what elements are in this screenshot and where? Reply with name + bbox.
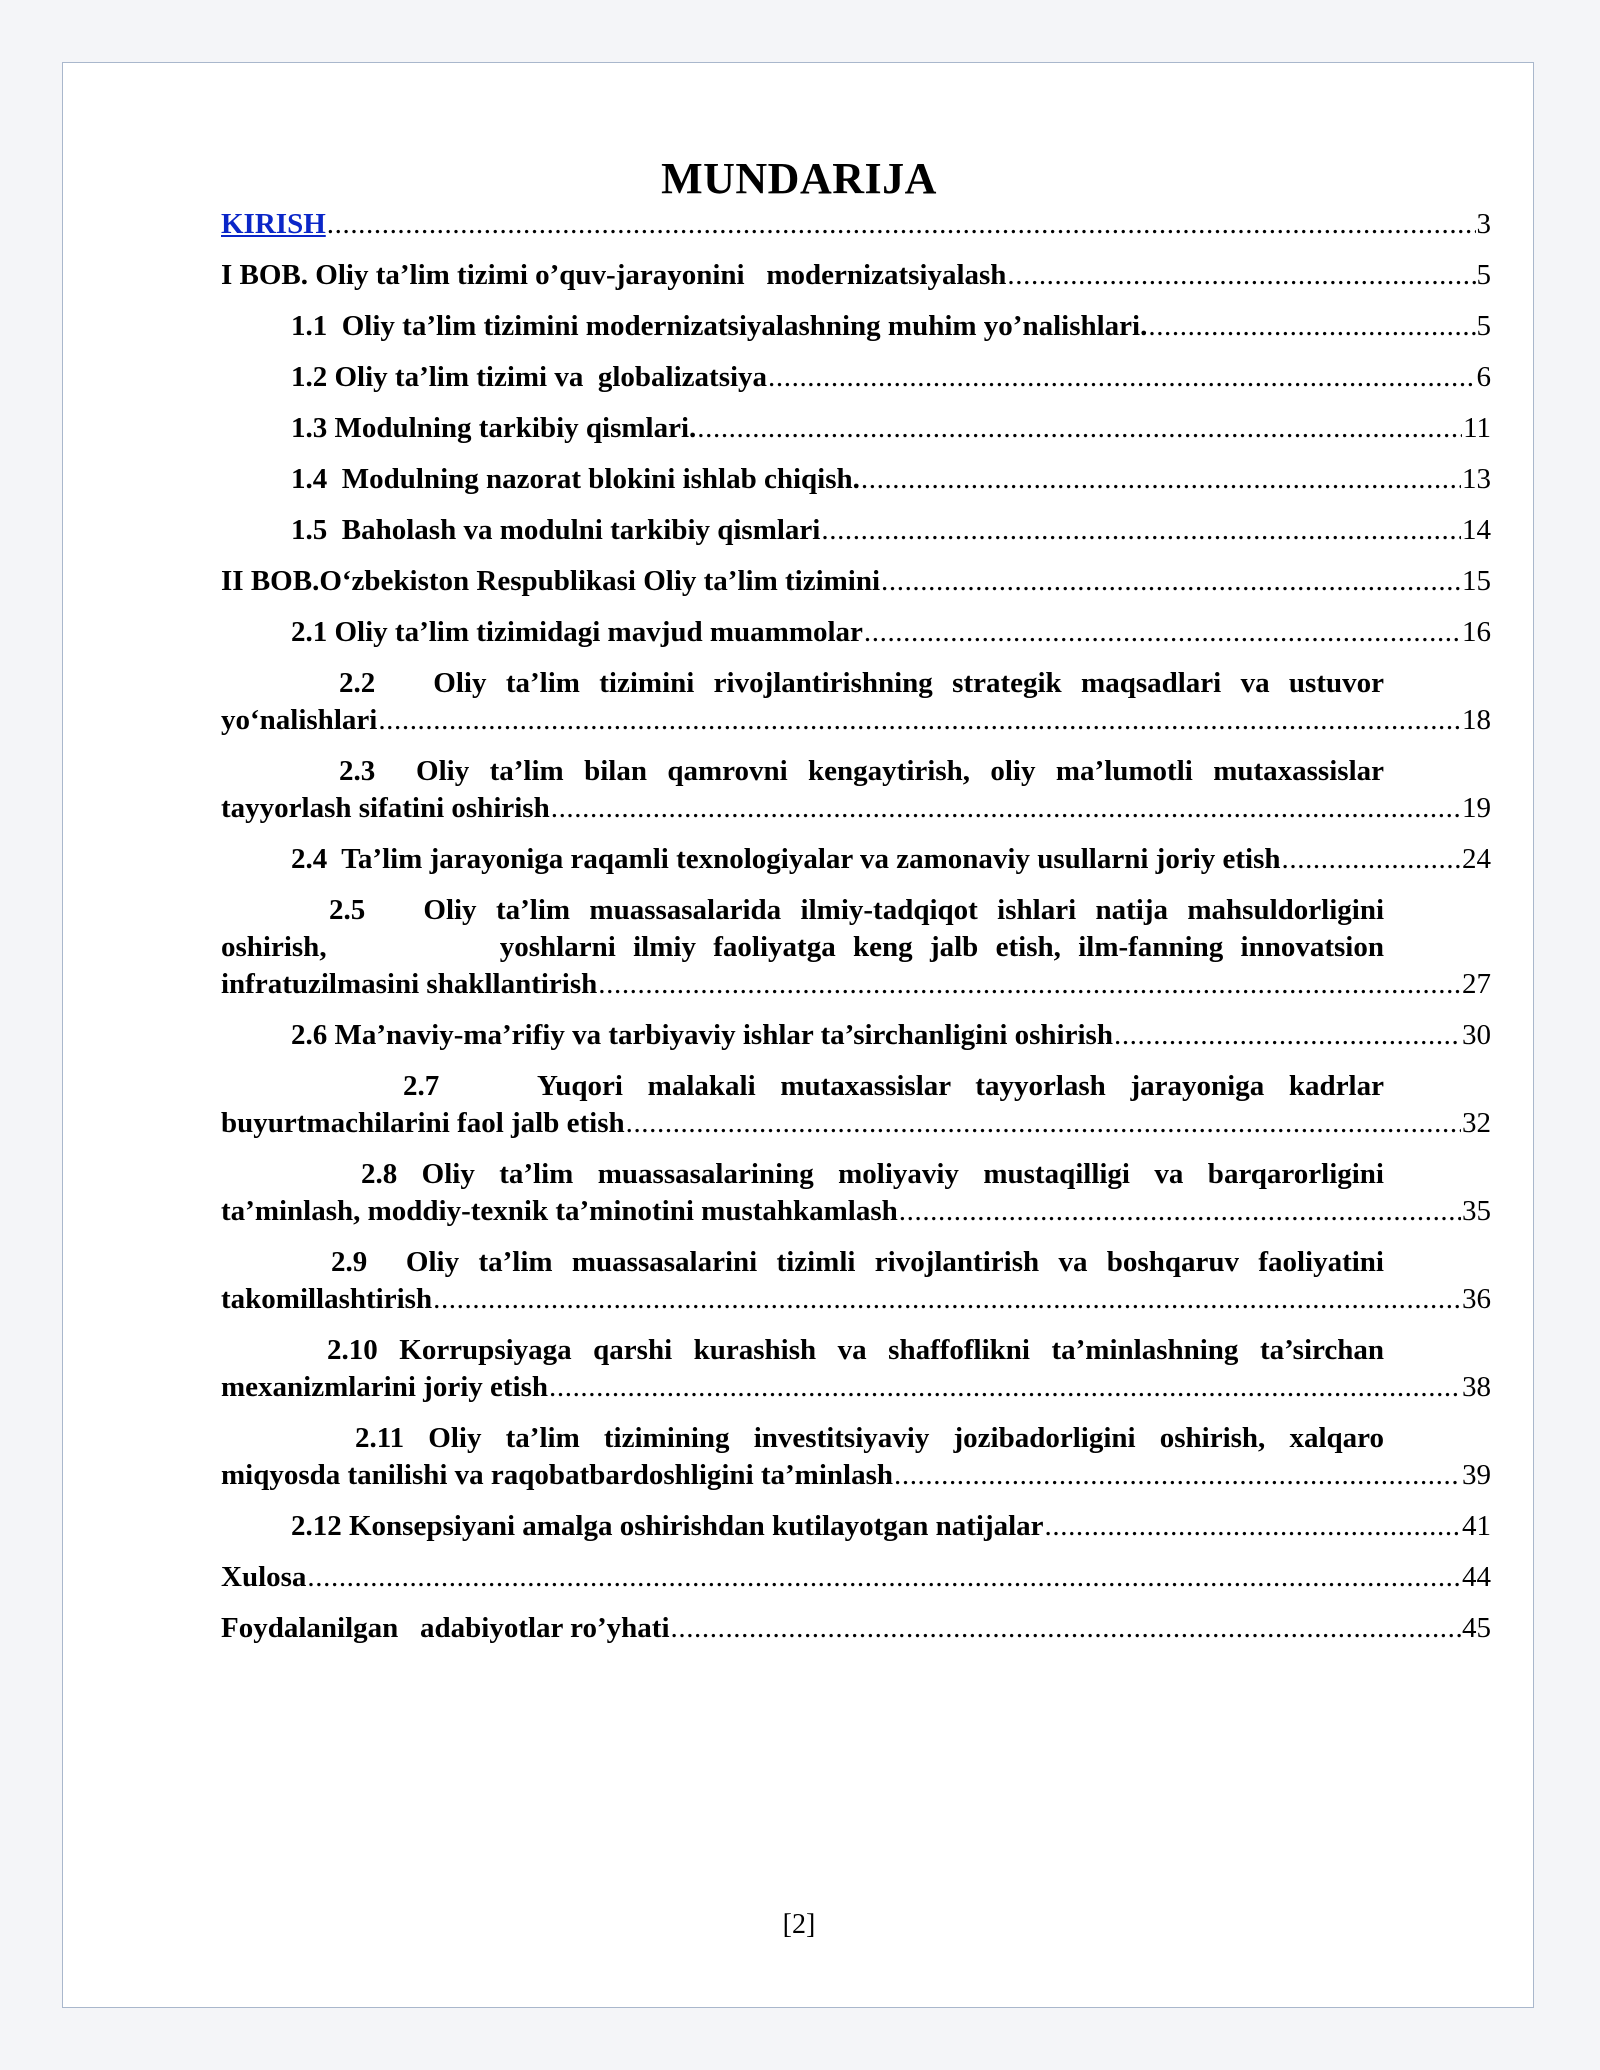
toc-page-number: 5 bbox=[1476, 310, 1491, 342]
toc-page-number: 30 bbox=[1462, 1019, 1491, 1051]
dot-leader bbox=[671, 1610, 1462, 1647]
dot-leader bbox=[433, 1281, 1461, 1318]
toc-link-kirish[interactable]: KIRISH bbox=[221, 208, 326, 240]
toc-entry-1-1[interactable] bbox=[221, 308, 1491, 359]
toc-entry-2-6[interactable] bbox=[221, 1017, 1491, 1068]
toc-page-number: 3 bbox=[1476, 208, 1491, 240]
toc-entry-2-5[interactable] bbox=[221, 892, 1491, 1003]
toc-label-line: 2.11 Oliy ta’lim tizimining investitsiyaviy jozibadorligini oshirish, xalqaro bbox=[355, 1422, 1384, 1454]
toc-page-number: 35 bbox=[1462, 1195, 1491, 1227]
toc-entry-2-7[interactable] bbox=[221, 1068, 1491, 1142]
toc-label: 1.5 Baholash va modulni tarkibiy qismlari bbox=[291, 514, 821, 546]
toc-label-line: 2.5 Oliy ta’lim muassasalarida ilmiy-tadqiqot ishlari natija mahsuldorligini bbox=[329, 894, 1384, 926]
toc-label: 1.2 Oliy ta’lim tizimi va globalizatsiya bbox=[291, 361, 768, 393]
toc-label: infratuzilmasini shakllantirish bbox=[221, 968, 598, 1000]
toc-entry-1-4[interactable] bbox=[221, 461, 1491, 512]
dot-leader bbox=[626, 1105, 1461, 1142]
toc-label-line: 2.2 Oliy ta’lim tizimini rivojlantirishning strategik maqsadlari va ustuvor bbox=[339, 667, 1384, 699]
toc-label: 2.12 Konsepsiyani amalga oshirishdan kutilayotgan natijalar bbox=[291, 1510, 1044, 1542]
dot-leader bbox=[697, 410, 1462, 447]
toc-entry-xulosa[interactable] bbox=[221, 1559, 1491, 1610]
toc-label: ta’minlash, moddiy-texnik ta’minotini mustahkamlash bbox=[221, 1195, 898, 1227]
toc-page-number: 19 bbox=[1462, 792, 1491, 824]
toc-page-number: 13 bbox=[1462, 463, 1491, 495]
toc-entry-2-2[interactable] bbox=[221, 665, 1491, 739]
toc-entry-2-4[interactable] bbox=[221, 841, 1491, 892]
dot-leader bbox=[549, 1369, 1461, 1406]
toc-label: miqyosda tanilishi va raqobatbardoshligini ta’minlash bbox=[221, 1459, 893, 1491]
toc-page-number: 27 bbox=[1462, 968, 1491, 1000]
toc-entry-1-3[interactable] bbox=[221, 410, 1491, 461]
toc-entry-2-12[interactable] bbox=[221, 1508, 1491, 1559]
dot-leader bbox=[768, 359, 1475, 396]
toc-entry-2-10[interactable] bbox=[221, 1332, 1491, 1406]
toc-label: tayyorlash sifatini oshirish bbox=[221, 792, 550, 824]
toc-page-number: 6 bbox=[1476, 361, 1491, 393]
toc-label: mexanizmlarini joriy etish bbox=[221, 1371, 549, 1403]
toc-page-number: 44 bbox=[1462, 1561, 1491, 1593]
toc-entry-2-1[interactable] bbox=[221, 614, 1491, 665]
toc-page-number: 32 bbox=[1462, 1107, 1491, 1139]
toc-label: yo‘nalishlari bbox=[221, 704, 378, 736]
toc-entry-references[interactable] bbox=[221, 1610, 1491, 1661]
dot-leader bbox=[1148, 308, 1475, 345]
toc-page-number: 38 bbox=[1462, 1371, 1491, 1403]
toc-label: takomillashtirish bbox=[221, 1283, 433, 1315]
toc-entry-chapter-2[interactable] bbox=[221, 563, 1491, 614]
toc-label: 1.1 Oliy ta’lim tizimini modernizatsiyalashning muhim yo’nalishlari. bbox=[291, 310, 1148, 342]
toc-label-line: oshirish, yoshlarni ilmiy faoliyatga keng jalb etish, ilm-fanning innovatsion bbox=[221, 931, 1384, 963]
toc-page-number: 11 bbox=[1463, 412, 1491, 444]
dot-leader bbox=[307, 1559, 1461, 1596]
toc-page-number: 16 bbox=[1462, 616, 1491, 648]
toc-label: 2.1 Oliy ta’lim tizimidagi mavjud muammolar bbox=[291, 616, 863, 648]
dot-leader bbox=[551, 790, 1461, 827]
dot-leader bbox=[864, 614, 1461, 651]
toc-label: 2.6 Ma’naviy-ma’rifiy va tarbiyaviy ishlar ta’sirchanligini oshirish bbox=[291, 1019, 1113, 1051]
toc-label: Xulosa bbox=[221, 1561, 307, 1593]
toc-page-number: 18 bbox=[1462, 704, 1491, 736]
toc-label-line: 2.3 Oliy ta’lim bilan qamrovni kengaytirish, oliy ma’lumotli mutaxassislar bbox=[339, 755, 1384, 787]
toc-page-number: 24 bbox=[1462, 843, 1491, 875]
dot-leader bbox=[881, 563, 1461, 600]
toc-label: Foydalanilgan adabiyotlar ro’yhati bbox=[221, 1612, 670, 1644]
dot-leader bbox=[1114, 1017, 1461, 1054]
dot-leader bbox=[821, 512, 1461, 549]
document-page bbox=[62, 62, 1534, 2008]
dot-leader bbox=[861, 461, 1461, 498]
toc-label: I BOB. Oliy ta’lim tizimi o’quv-jarayonini modernizatsiyalash bbox=[221, 259, 1007, 291]
toc-page-number: 39 bbox=[1462, 1459, 1491, 1491]
toc-label-line: 2.9 Oliy ta’lim muassasalarini tizimli rivojlantirish va boshqaruv faoliyatini bbox=[331, 1246, 1384, 1278]
table-of-contents bbox=[221, 206, 1491, 1661]
dot-leader bbox=[598, 966, 1461, 1003]
toc-title: MUNDARIJA bbox=[661, 154, 937, 203]
toc-entry-1-2[interactable] bbox=[221, 359, 1491, 410]
toc-entry-2-9[interactable] bbox=[221, 1244, 1491, 1318]
page-number: [2] bbox=[782, 1909, 816, 1940]
toc-entry-2-11[interactable] bbox=[221, 1420, 1491, 1494]
toc-page-number: 5 bbox=[1476, 259, 1491, 291]
toc-entry-1-5[interactable] bbox=[221, 512, 1491, 563]
toc-label: II BOB.O‘zbekiston Respublikasi Oliy ta’lim tizimini bbox=[221, 565, 881, 597]
toc-page-number: 36 bbox=[1462, 1283, 1491, 1315]
toc-label-line: 2.7 Yuqori malakali mutaxassislar tayyorlash jarayoniga kadrlar bbox=[403, 1070, 1384, 1102]
toc-page-number: 14 bbox=[1462, 514, 1491, 546]
dot-leader bbox=[378, 702, 1461, 739]
toc-entry-kirish[interactable] bbox=[221, 206, 1491, 257]
toc-label: 1.4 Modulning nazorat blokini ishlab chiqish. bbox=[291, 463, 860, 495]
dot-leader bbox=[899, 1193, 1461, 1230]
toc-page-number: 15 bbox=[1462, 565, 1491, 597]
dot-leader bbox=[894, 1457, 1461, 1494]
toc-label-line: 2.10 Korrupsiyaga qarshi kurashish va shaffoflikni ta’minlashning ta’sirchan bbox=[327, 1334, 1384, 1366]
toc-entry-2-8[interactable] bbox=[221, 1156, 1491, 1230]
toc-label: 2.4 Ta’lim jarayoniga raqamli texnologiyalar va zamonaviy usullarni joriy etish bbox=[291, 843, 1281, 875]
dot-leader bbox=[327, 206, 1476, 243]
toc-page-number: 45 bbox=[1462, 1612, 1491, 1644]
toc-page-number: 41 bbox=[1462, 1510, 1491, 1542]
toc-entry-2-3[interactable] bbox=[221, 753, 1491, 827]
toc-label: buyurtmachilarini faol jalb etish bbox=[221, 1107, 625, 1139]
toc-entry-chapter-1[interactable] bbox=[221, 257, 1491, 308]
dot-leader bbox=[1282, 841, 1461, 878]
toc-label: 1.3 Modulning tarkibiy qismlari. bbox=[291, 412, 697, 444]
dot-leader bbox=[1045, 1508, 1461, 1545]
dot-leader bbox=[1007, 257, 1475, 294]
toc-label-line: 2.8 Oliy ta’lim muassasalarining moliyaviy mustaqilligi va barqarorligini bbox=[361, 1158, 1384, 1190]
